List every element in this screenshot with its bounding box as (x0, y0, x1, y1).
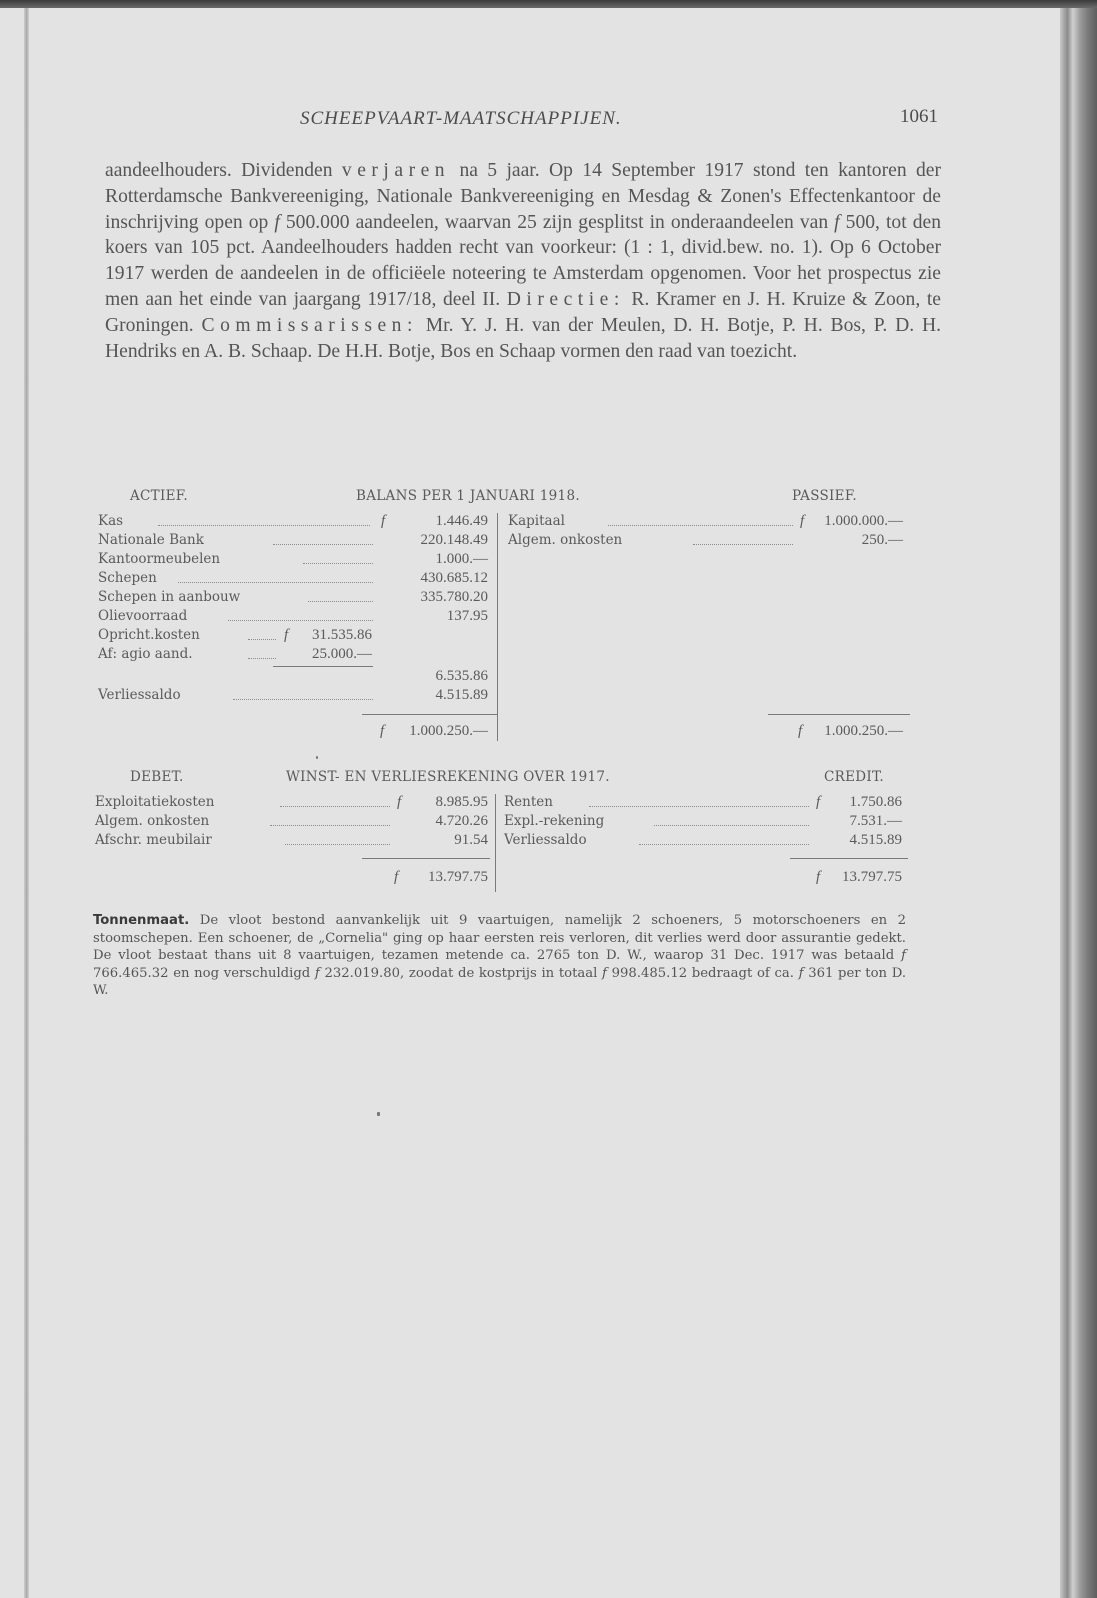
text-run: na 5 jaar. Op 14 September 1917 stond ten kantoren der Rotterdamsche Bankvereeniging, Nationale Bankvereeniging en Mesdag & Zonen's Effectenkantoor de inschrijving open op (105, 160, 942, 233)
asset-row-kas (98, 512, 488, 531)
body-paragraph (105, 158, 941, 364)
liability-label: Algem. onkosten (508, 532, 623, 548)
leader-dots (639, 831, 809, 845)
asset-amount: 1.000.— (435, 551, 488, 567)
balance-right-header: PASSIEF. (792, 488, 857, 504)
asset-sub-amount: 25.000.— (312, 646, 372, 662)
leader-dots (654, 812, 809, 826)
asset-row-net-opricht (98, 667, 488, 686)
guilder-symbol: f (381, 513, 386, 529)
leader-dots (233, 686, 373, 700)
asset-label: Verliessaldo (98, 687, 181, 703)
text-run: 998.485.12 bedraagt of ca. (606, 965, 799, 981)
credit-total-amount: 13.797.75 (842, 869, 902, 885)
asset-amount: 6.535.86 (435, 668, 488, 684)
liabilities-column (508, 512, 903, 552)
asset-amount: 335.780.20 (420, 589, 488, 605)
balance-title: BALANS PER 1 JANUARI 1918. (356, 488, 580, 504)
page-number: 1061 (900, 106, 938, 127)
debit-label: Exploitatiekosten (95, 794, 215, 810)
asset-row-schepen (98, 569, 488, 588)
liability-amount: 250.— (861, 532, 903, 548)
running-title: SCHEEPVAART-MAATSCHAPPIJEN. (300, 108, 622, 129)
credit-total (810, 868, 902, 887)
guilder-symbol: f (798, 723, 803, 739)
guilder-symbol: f (901, 948, 906, 964)
debit-amount: 8.985.95 (435, 794, 488, 810)
leader-dots (280, 793, 390, 807)
debit-total-amount: 13.797.75 (428, 869, 488, 885)
liabilities-total (790, 722, 903, 741)
leader-dots (308, 588, 373, 602)
liabilities-total-amount: 1.000.250.— (824, 723, 903, 739)
asset-amount: 430.685.12 (420, 570, 488, 586)
pl-divider (495, 794, 496, 892)
text-run: 232.019.80, zoodat de kostprijs in totaal (319, 965, 603, 981)
text-run: Mr. Y. J. H. van der Meulen, D. H. Botje, P. H. Bos, P. D. H. Hendriks en A. B. Schaap. De H.H. Botje, Bos en Schaap vormen den raad van toezicht. (105, 314, 941, 362)
guilder-symbol: f (380, 723, 385, 739)
balance-divider (497, 513, 498, 741)
text-run: De vloot bestond aanvankelijk uit 9 vaartuigen, namelijk 2 schoeners, 5 motorschoeners en 2 stoomschepen. Een schoener, de „Cornelia" ging op haar eersten reis verloren, dit verlies werd door assurantie gedekt. De vloot bestaat thans uit 8 vaartuigen, tezamen metende ca. 2765 ton D. W., waarop 31 Dec. 1917 was betaald (93, 913, 906, 964)
asset-row-schepen-in-aanbouw (98, 588, 488, 607)
credit-row-renten (504, 793, 902, 812)
guilder-symbol: f (816, 869, 821, 885)
asset-label: Schepen (98, 570, 157, 586)
credit-label: Expl.-rekening (504, 813, 605, 829)
credit-amount: 1.750.86 (849, 794, 902, 810)
credit-row-verliessaldo (504, 831, 902, 850)
debit-row-algem-onkosten (95, 812, 488, 831)
asset-label: Opricht.kosten (98, 627, 200, 643)
asset-amount: 4.515.89 (435, 687, 488, 703)
asset-row-kantoormeubelen (98, 550, 488, 569)
assets-total (370, 722, 488, 741)
credit-label: Verliessaldo (504, 832, 587, 848)
liability-row-algem-onkosten (508, 531, 903, 550)
leader-dots (158, 512, 370, 526)
debit-total (380, 868, 488, 887)
guilder-symbol: f (798, 965, 804, 981)
assets-column (98, 512, 488, 712)
pl-left-header: DEBET. (130, 769, 184, 785)
guilder-symbol: f (394, 869, 399, 885)
asset-row-olievoorraad (98, 607, 488, 626)
asset-label: Schepen in aanbouw (98, 589, 241, 605)
liability-row-kapitaal (508, 512, 903, 531)
liability-label: Kapitaal (508, 513, 565, 529)
book-binding-edge (1060, 8, 1097, 1598)
liability-amount: 1.000.000.— (824, 513, 903, 529)
guilder-symbol: f (284, 627, 289, 643)
guilder-symbol: f (397, 794, 402, 810)
debit-label: Afschr. meubilair (95, 832, 212, 848)
credit-column (504, 793, 902, 853)
balance-left-header: ACTIEF. (130, 488, 188, 504)
debit-column (95, 793, 488, 853)
asset-label: Kas (98, 513, 124, 529)
asset-row-verliessaldo (98, 686, 488, 705)
guilder-symbol: f (314, 965, 320, 981)
debit-label: Algem. onkosten (95, 813, 210, 829)
asset-amount: 137.95 (446, 608, 488, 624)
liabilities-total-rule (768, 714, 910, 715)
asset-row-agio-aand (98, 645, 488, 664)
guilder-symbol: f (834, 211, 840, 233)
asset-label: Olievoorraad (98, 608, 188, 624)
asset-row-nationale-bank (98, 531, 488, 550)
spaced-word-directie: Directie: (506, 288, 625, 310)
assets-total-rule (362, 714, 497, 715)
leader-dots (178, 569, 373, 583)
guilder-symbol: f (274, 211, 280, 233)
leader-dots (248, 645, 276, 659)
scan-speck (377, 1112, 380, 1116)
text-run: aandeelhouders. Dividenden (105, 160, 342, 181)
asset-sub-amount: 31.535.86 (312, 627, 372, 643)
debit-amount: 91.54 (454, 832, 488, 848)
spaced-word-verjaren: verjaren (341, 160, 451, 181)
guilder-symbol: f (800, 513, 805, 529)
asset-label: Af: agio aand. (98, 646, 193, 662)
leader-dots (608, 512, 793, 526)
asset-row-opricht-kosten (98, 626, 488, 645)
credit-label: Renten (504, 794, 553, 810)
debit-row-exploitatiekosten (95, 793, 488, 812)
debit-total-rule (362, 858, 490, 859)
leader-dots (248, 626, 276, 640)
leader-dots (228, 607, 373, 621)
credit-row-expl-rekening (504, 812, 902, 831)
pl-title: WINST- EN VERLIESREKENING OVER 1917. (286, 769, 610, 785)
debit-amount: 4.720.26 (435, 813, 488, 829)
pl-right-header: CREDIT. (824, 769, 884, 785)
debit-row-afschr-meubilair (95, 831, 488, 850)
spaced-word-commissarissen: Commissarissen: (201, 314, 418, 336)
assets-total-amount: 1.000.250.— (409, 723, 488, 739)
guilder-symbol: f (816, 794, 821, 810)
credit-amount: 4.515.89 (849, 832, 902, 848)
credit-total-rule (790, 858, 908, 859)
asset-amount: 1.446.49 (435, 513, 488, 529)
leader-dots (589, 793, 809, 807)
text-run: R. Kramer en J. H. Kruize & Zoon, te Groningen. (105, 288, 941, 336)
tonnage-heading: Tonnenmaat. (93, 913, 190, 928)
asset-label: Nationale Bank (98, 532, 204, 548)
asset-label: Kantoormeubelen (98, 551, 221, 567)
guilder-symbol: f (602, 965, 607, 981)
asset-amount: 220.148.49 (420, 532, 488, 548)
tonnage-note (93, 912, 906, 1000)
leader-dots (303, 550, 373, 564)
scan-speck (316, 756, 318, 759)
text-run: 361 per ton D. W. (93, 965, 907, 999)
leader-dots (285, 831, 390, 845)
leader-dots (693, 531, 793, 545)
text-run: 500, tot den koers van 105 pct. Aandeelhouders hadden recht van voorkeur: (1 : 1, divid.bew. no. 1). Op 6 October 1917 werden de aandeelen in de officiëele noteering te Amsterdam opgenomen. Voor het prospectus zie men aan het einde van jaargang 1917/18, deel II. (105, 211, 941, 310)
credit-amount: 7.531.— (849, 813, 902, 829)
text-run: 500.000 aandeelen, waarvan 25 zijn gesplitst in onderaandeelen van (279, 211, 835, 233)
text-run: 766.465.32 en nog verschuldigd (93, 965, 315, 981)
leader-dots (270, 812, 390, 826)
leader-dots (273, 531, 373, 545)
